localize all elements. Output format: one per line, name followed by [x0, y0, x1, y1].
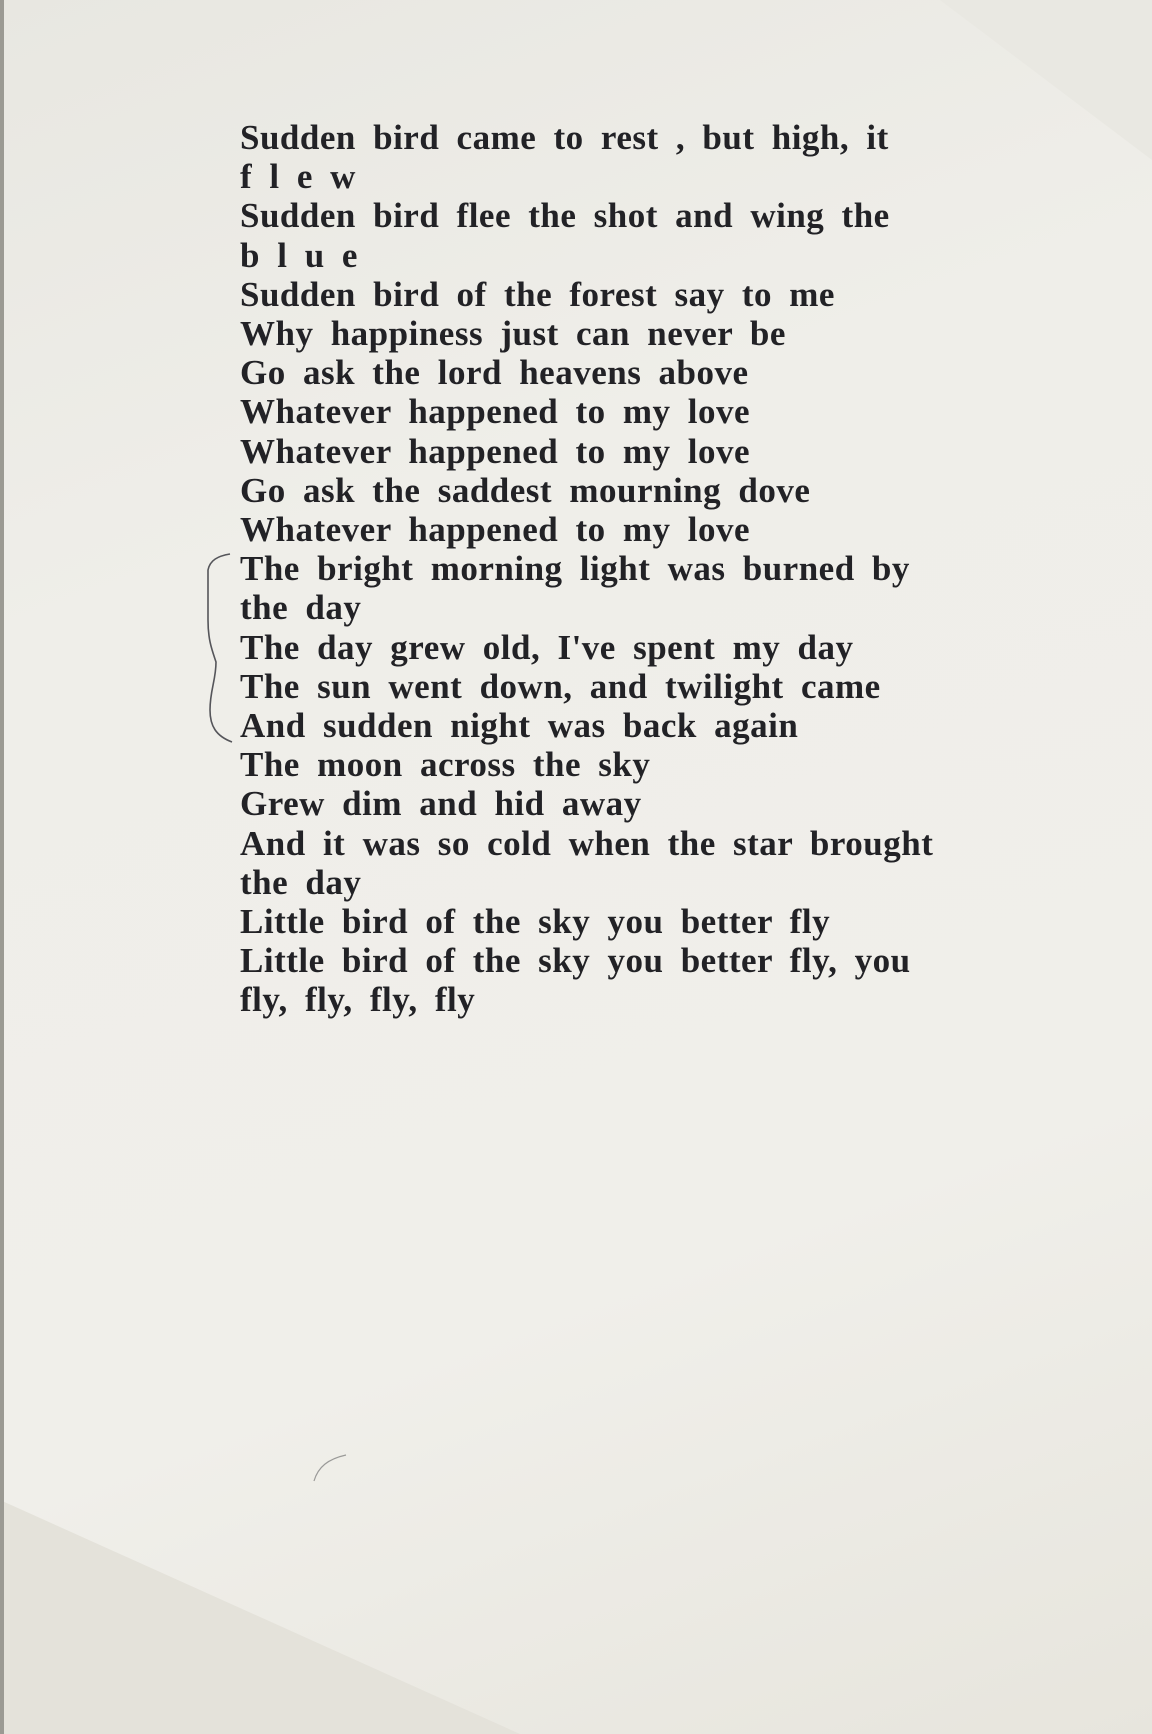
pencil-stray-mark — [310, 1445, 350, 1485]
lyric-line: fly, fly, fly, fly — [240, 980, 476, 1020]
lyric-line: Whatever happened to my love — [240, 510, 751, 550]
lyric-line: Grew dim and hid away — [240, 784, 642, 824]
lyric-line: Go ask the saddest mourning dove — [240, 470, 811, 510]
handwritten-bracket-mark — [196, 550, 236, 750]
lyric-line: Sudden bird came to rest , but high, it — [240, 118, 889, 157]
lyrics-text — [240, 118, 1050, 1020]
lyric-line: And sudden night was back again — [240, 706, 799, 746]
lyric-line: The bright morning light was burned by — [240, 549, 910, 589]
lyric-line: Why happiness just can never be — [240, 314, 786, 354]
lyric-line: f l e w — [240, 157, 356, 197]
lyric-line: b l u e — [240, 235, 358, 275]
lyric-line: the day — [240, 862, 362, 902]
lyric-line: Little bird of the sky you better fly — [240, 902, 831, 942]
page-edge — [0, 0, 4, 1734]
lyric-line: Whatever happened to my love — [240, 431, 751, 471]
lyric-line: Little bird of the sky you better fly, you — [240, 941, 911, 981]
lyric-line: The moon across the sky — [240, 745, 651, 785]
lyric-line: Go ask the lord heavens above — [240, 353, 749, 393]
lyric-line: The sun went down, and twilight came — [240, 666, 881, 706]
lyric-line: the day — [240, 588, 362, 628]
lyric-line: The day grew old, I've spent my day — [240, 627, 854, 667]
lyric-line: And it was so cold when the star brought — [240, 823, 934, 863]
lyric-line: Sudden bird of the forest say to me — [240, 274, 835, 314]
lyric-line: Sudden bird flee the shot and wing the — [240, 196, 890, 236]
lyric-line: Whatever happened to my love — [240, 392, 751, 432]
